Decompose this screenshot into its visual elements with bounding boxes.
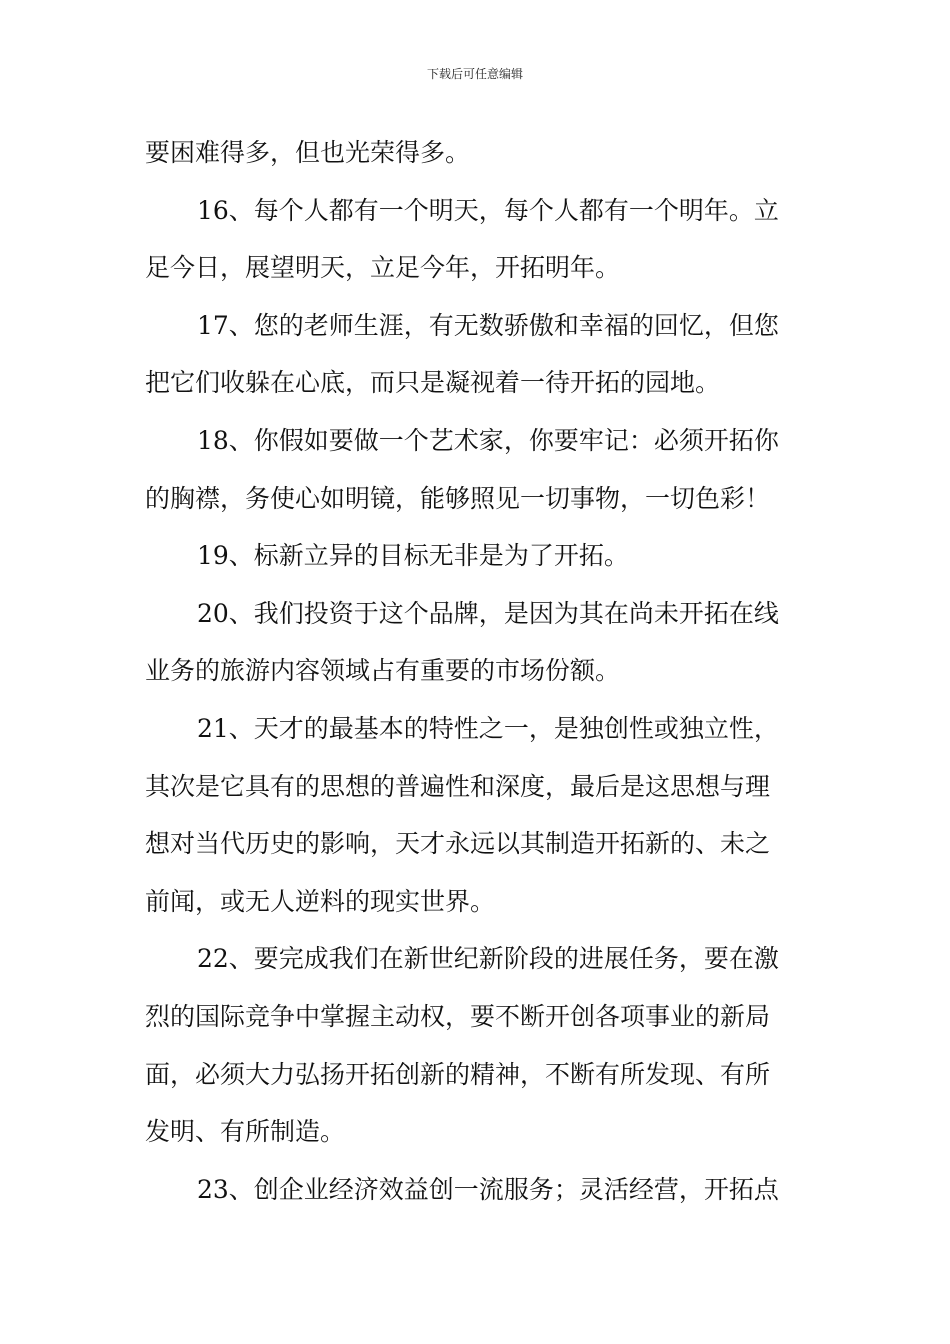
text-line: 面，必须大力弘扬开拓创新的精神，不断有所发现、有所 (145, 1059, 771, 1089)
text-line: 前闻，或无人逆料的现实世界。 (145, 886, 496, 916)
text-line: 19、标新立异的目标无非是为了开拓。 (197, 541, 629, 571)
text-line: 21、天才的最基本的特性之一，是独创性或独立性， (197, 713, 779, 743)
text-line: 想对当代历史的影响，天才永远以其制造开拓新的、未之 (145, 829, 771, 859)
text-line: 发明、有所制造。 (145, 1117, 346, 1147)
document-body (145, 124, 810, 1218)
text-line: 20、我们投资于这个品牌，是因为其在尚未开拓在线 (197, 598, 779, 628)
text-line: 要困难得多，但也光荣得多。 (145, 138, 471, 167)
text-line: 16、每个人都有一个明天，每个人都有一个明年。立 (197, 195, 779, 225)
text-line: 17、您的老师生涯，有无数骄傲和幸福的回忆，但您 (197, 310, 779, 340)
text-line: 业务的旅游内容领域占有重要的市场份额。 (145, 656, 621, 686)
text-line: 其次是它具有的思想的普遍性和深度，最后是这思想与理 (145, 771, 771, 801)
text-line: 22、要完成我们在新世纪新阶段的进展任务，要在激 (197, 944, 779, 974)
text-line: 18、你假如要做一个艺术家，你要牢记：必须开拓你 (197, 425, 779, 455)
text-line: 把它们收躲在心底，而只是凝视着一待开拓的园地。 (145, 368, 721, 398)
text-line: 足今日，展望明天，立足今年，开拓明年。 (145, 253, 621, 283)
text-line: 的胸襟，务使心如明镜，能够照见一切事物，一切色彩！ (145, 483, 771, 513)
page-header: 下载后可任意编辑 (426, 67, 523, 81)
text-line: 23、创企业经济效益创一流服务；灵活经营，开拓点 (197, 1174, 779, 1204)
text-line: 烈的国际竞争中掌握主动权，要不断开创各项事业的新局 (145, 1001, 771, 1031)
